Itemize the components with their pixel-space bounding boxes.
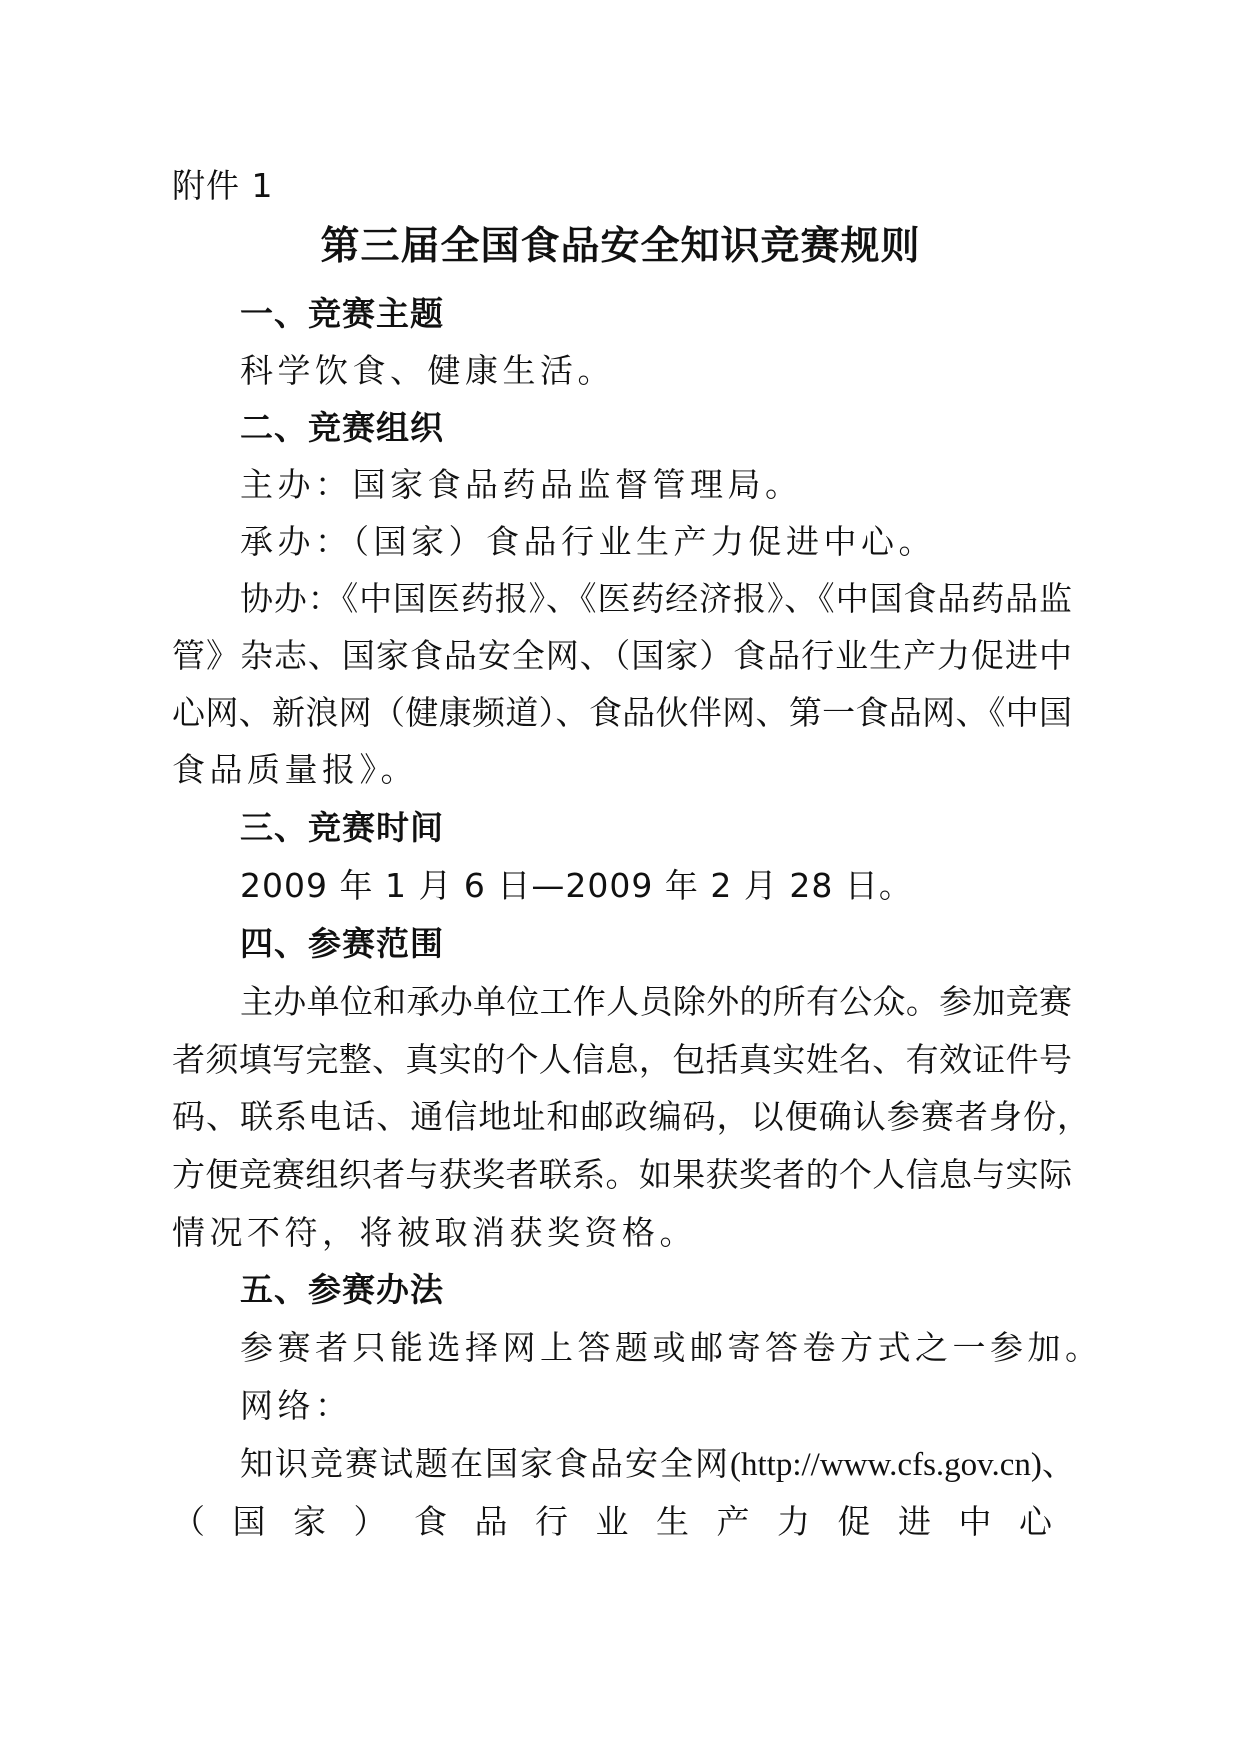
undertaker-line: 承办：（国家）食品行业生产力促进中心。 <box>240 522 936 561</box>
spread-char: 家 <box>293 1502 326 1541</box>
section-3-heading: 三、竞赛时间 <box>240 808 444 847</box>
coorganizer-line-2: 管》杂志、国家食品安全网、（国家）食品行业生产力促进中 <box>172 636 1072 675</box>
spread-char: （ <box>172 1502 205 1541</box>
spread-char: 产 <box>716 1502 750 1541</box>
spread-char: 生 <box>656 1502 689 1541</box>
network-url-link[interactable]: (http://www.cfs.gov.cn) <box>730 1447 1042 1483</box>
document-title: 第三届全国食品安全知识竞赛规则 <box>320 223 921 269</box>
network-label: 网络： <box>240 1386 353 1425</box>
spread-char: 促 <box>837 1502 871 1541</box>
section-1-body: 科学饮食、健康生活。 <box>240 351 615 390</box>
coorganizer-line-4: 食品质量报》。 <box>172 750 418 789</box>
spread-char: 品 <box>474 1502 508 1541</box>
spread-char: 国 <box>232 1502 266 1541</box>
spread-char: 力 <box>777 1502 810 1541</box>
attachment-label: 附件 1 <box>172 166 274 205</box>
spread-char: 食 <box>414 1502 447 1541</box>
spread-char: 进 <box>898 1502 931 1541</box>
spread-line <box>172 1502 1052 1542</box>
scope-line-1: 主办单位和承办单位工作人员除外的所有公众。参加竞赛 <box>240 982 1072 1021</box>
network-line <box>240 1444 1077 1485</box>
scope-line-4: 方便竞赛组织者与获奖者联系。如果获奖者的个人信息与实际 <box>172 1155 1072 1194</box>
section-1-heading: 一、竞赛主题 <box>240 294 444 333</box>
section-5-heading: 五、参赛办法 <box>240 1270 444 1309</box>
coorganizer-line-3: 心网、新浪网（健康频道）、食品伙伴网、第一食品网、《中国 <box>172 693 1072 732</box>
spread-char: 业 <box>595 1502 629 1541</box>
scope-line-3: 码、联系电话、通信地址和邮政编码，以便确认参赛者身份， <box>172 1097 1090 1136</box>
network-text: 知识竞赛试题在国家食品安全网 <box>240 1444 730 1483</box>
spread-char: 中 <box>958 1502 992 1541</box>
section-4-heading: 四、参赛范围 <box>240 924 444 963</box>
organizer-line: 主办：国家食品药品监督管理局。 <box>240 465 803 504</box>
scope-line-5: 情况不符，将被取消获奖资格。 <box>172 1213 697 1252</box>
coorganizer-line-1: 协办：《中国医药报》、《医药经济报》、《中国食品药品监 <box>240 579 1072 618</box>
scope-line-2: 者须填写完整、真实的个人信息，包括真实姓名、有效证件号 <box>172 1040 1072 1079</box>
network-text-after: 、 <box>1041 1444 1077 1483</box>
section-3-body: 2009 年 1 月 6 日—2009 年 2 月 28 日。 <box>240 866 913 905</box>
section-5-body: 参赛者只能选择网上答题或邮寄答卷方式之一参加。 <box>240 1328 1103 1367</box>
spread-char: ） <box>353 1502 387 1541</box>
spread-char: 行 <box>535 1502 568 1541</box>
spread-char: 心 <box>1019 1502 1052 1541</box>
section-2-heading: 二、竞赛组织 <box>240 408 444 447</box>
